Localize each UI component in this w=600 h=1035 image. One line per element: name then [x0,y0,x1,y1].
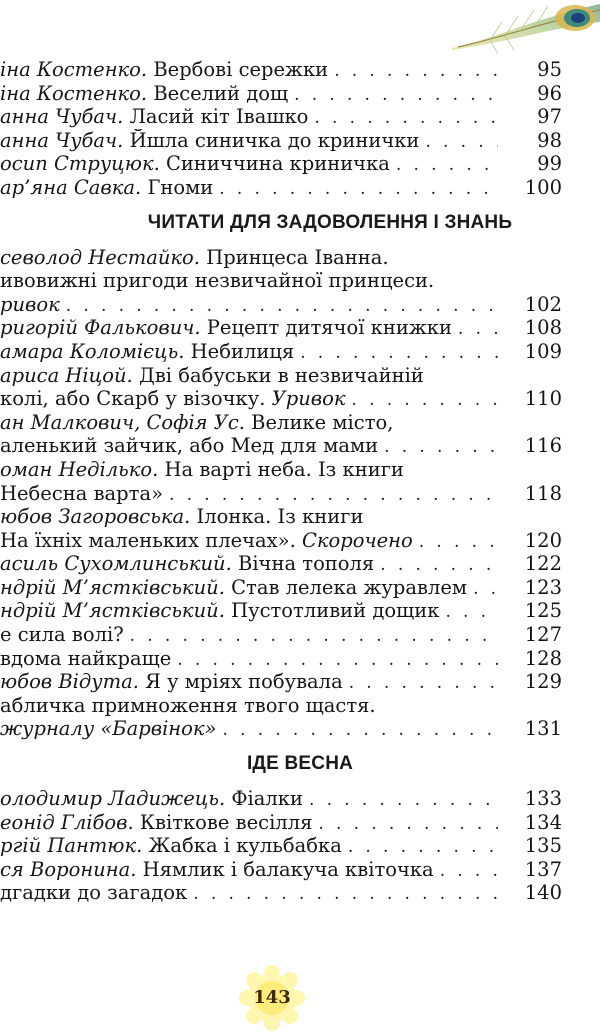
toc-entry-line[interactable] [0,82,600,106]
dot-leader [439,601,498,623]
toc-entry-line[interactable] [0,787,600,811]
page-ref: 134 [524,810,562,834]
dot-leader [328,60,498,82]
toc-entry-text [0,152,390,176]
entry-title: Дві бабуськи в незвичайній [132,363,424,387]
toc-entry-line[interactable] [0,58,600,82]
page-ref: 133 [524,787,562,811]
author-name: іна Костенко. [0,58,148,81]
entry-title: На варті неба. Із книги [158,457,404,481]
toc-entry-text [0,647,171,671]
dot-leader [294,342,498,364]
toc-entry-line[interactable] [0,340,600,364]
entry-title: ивовижні пригоди незвичайної принцеси. [0,269,435,293]
dot-leader [308,107,498,129]
toc-entry-text [0,717,216,741]
page-ref: 108 [524,316,562,340]
dot-leader [187,883,498,905]
author-name: ригорій Фалькович. [0,316,201,340]
toc-entry-text [0,787,303,811]
dot-leader [467,578,498,600]
author-name: юбов Загоровська. [0,505,191,529]
page-ref: 110 [524,387,562,411]
entry-note: журналу «Барвінок» [0,717,217,741]
dot-leader [434,860,498,882]
toc-entry-text [0,316,452,340]
toc-entry-line[interactable] [0,411,600,435]
toc-entry-line[interactable] [0,105,600,129]
toc-entry-text [0,529,413,553]
dot-leader [303,789,498,811]
entry-title: Пустотливий дощик [224,599,440,623]
toc-entry-line[interactable] [0,647,600,671]
entry-note: ривок [0,292,60,316]
toc-entry-text [0,176,213,200]
page-ref: 97 [537,105,562,129]
toc-entry-line[interactable] [0,458,600,482]
toc-entry-text [0,387,346,411]
entry-title: Велике місто, [244,410,394,434]
toc-entry-line[interactable] [0,129,600,153]
entry-title: Квіткове весілля [133,810,313,834]
dot-leader [413,531,498,553]
toc-entry-line[interactable] [0,482,600,506]
entry-title: Вербові сережки [147,58,329,81]
page-ref: 129 [524,670,562,694]
entry-title: На їхніх маленьких плечах». [0,528,296,552]
entry-title: Рецепт дитячої книжки [200,316,452,340]
toc-entry-text [0,58,328,82]
dot-leader [171,649,498,671]
entry-title: Жабка і кульбабка [142,834,342,858]
toc-entry-text [0,105,308,129]
toc-entry-text [0,694,376,718]
toc-entry-line[interactable] [0,529,600,553]
page-ref: 118 [524,481,562,505]
toc-entry-line[interactable] [0,387,600,411]
toc-entry-text [0,811,312,835]
dot-leader [346,389,499,411]
page-ref: 128 [524,646,562,670]
author-name: ндрій М’ястківський. [0,575,225,599]
dot-leader [374,554,498,576]
dot-leader [216,719,498,741]
entry-note: Уривок [265,387,346,411]
entry-title: Нямлик і балакуча квіточка [136,857,434,881]
page-ref: 99 [537,152,562,176]
page-ref: 116 [524,434,562,458]
dot-leader [343,672,498,694]
toc-entry-text [0,482,163,506]
toc-entry-line[interactable] [0,881,600,905]
toc-entry-line[interactable] [0,858,600,882]
toc-entry-text [0,670,343,694]
toc-entry-text [0,623,124,647]
entry-title: колі, або Скарб у візочку. [0,387,266,411]
peacock-feather-decoration [450,0,600,60]
toc-entry-line[interactable] [0,505,600,529]
page-ref: 96 [537,81,562,105]
toc-entry-line[interactable] [0,152,600,176]
entry-title: дгадки до загадок [0,881,188,905]
dot-leader [390,154,498,176]
entry-title: Небесна варта» [0,481,163,505]
dot-leader [124,625,498,647]
toc-entry-line[interactable] [0,552,600,576]
toc-entry-line[interactable] [0,269,600,293]
entry-title: Гноми [141,175,214,199]
toc-entry-text [0,364,424,388]
toc-entry-text [0,552,374,576]
author-name: анна Чубач. [0,105,124,129]
page-ref: 100 [524,175,562,199]
author-name: еонід Глібов. [0,810,134,834]
toc-entry-line[interactable] [0,623,600,647]
toc-entry-text [0,411,393,435]
entry-title: Ласий кіт Івашко [123,105,309,129]
page-ref: 127 [524,623,562,647]
toc-entry-text [0,858,434,882]
entry-title: Веселий дощ [147,81,289,105]
author-name: ан Малкович, Софія Ус. [0,410,245,434]
entry-title: аленький зайчик, або Мед для мами [0,434,379,458]
entry-title: вдома найкраще [0,646,172,670]
page-ref: 137 [524,857,562,881]
table-of-contents [0,58,600,905]
dot-leader [452,318,498,340]
page-ref: 140 [524,881,562,905]
author-name: севолод Нестайко. [0,245,200,269]
toc-entry-text [0,834,342,858]
entry-title: абличка примноження твого щастя. [0,693,376,717]
toc-entry-line[interactable] [0,717,600,741]
toc-entry-line[interactable] [0,599,600,623]
entry-note: Скорочено [295,528,413,552]
page-ref: 120 [524,528,562,552]
page-ref: 122 [524,552,562,576]
toc-entry-text [0,881,187,905]
section-heading: ІДЕ ВЕСНА [246,753,354,775]
toc-entry-line[interactable] [0,694,600,718]
toc-entry-text [0,576,467,600]
toc-entry-line[interactable] [0,246,600,270]
dot-leader [288,84,498,106]
toc-entry-line[interactable] [0,834,600,858]
toc-entry-line[interactable] [0,176,600,200]
page-ref: 95 [537,58,562,81]
toc-section [0,200,600,741]
entry-title: Небилиця [184,339,295,363]
author-name: оман Неділько. [0,457,159,481]
author-name: ндрій М’ястківський. [0,599,225,623]
author-name: ар’яна Савка. [0,175,142,199]
toc-entry-line[interactable] [0,576,600,600]
toc-entry-text [0,599,439,623]
dot-leader [378,436,498,458]
section-heading: ЧИТАТИ ДЛЯ ЗАДОВОЛЕННЯ І ЗНАНЬ [147,211,513,233]
dot-leader [342,836,498,858]
toc-entry-line[interactable] [0,364,600,388]
toc-entry-text [0,505,363,529]
toc-entry-text [0,129,419,153]
toc-entry-text [0,293,60,317]
entry-title: Фіалки [225,787,303,811]
toc-entry-line[interactable] [0,670,600,694]
toc-entry-line[interactable] [0,316,600,340]
toc-entry-line[interactable] [0,293,600,317]
page-number: 143 [253,987,291,1008]
page-ref: 98 [537,128,562,152]
entry-title: Я у мріях побувала [138,670,343,694]
entry-title: Синиччина криничка [159,152,390,176]
toc-entry-text [0,340,294,364]
author-name: ргій Пантюк. [0,834,143,858]
page-ref: 102 [524,292,562,316]
toc-entry-text [0,246,389,270]
page-ref: 135 [524,834,562,858]
toc-entry-text [0,458,404,482]
page-ref: 109 [524,339,562,363]
author-name: іна Костенко. [0,81,148,105]
dot-leader [312,813,498,835]
author-name: ся Воронина. [0,857,137,881]
toc-entry-text [0,269,434,293]
dot-leader [419,131,498,153]
dot-leader [60,295,498,317]
entry-title: Вічна тополя [231,552,375,576]
author-name: осип Струцюк. [0,152,160,176]
author-name: ариса Ніцой. [0,363,133,387]
author-name: юбов Відута. [0,670,139,694]
author-name: амара Коломієць. [0,339,185,363]
entry-title: Йшла синичка до кринички [123,128,420,152]
page-ref: 125 [524,599,562,623]
toc-entry-text [0,82,288,106]
author-name: асиль Сухомлинський. [0,552,232,576]
page-number-badge [232,965,312,1031]
toc-section [0,741,600,905]
author-name: анна Чубач. [0,128,124,152]
entry-title: Принцеса Іванна. [200,245,389,269]
entry-title: Ілонка. Із книги [190,505,364,529]
page-ref: 123 [524,575,562,599]
author-name: олодимир Ладижець. [0,787,226,811]
toc-entry-line[interactable] [0,434,600,458]
toc-entry-text [0,434,378,458]
entry-title: Став лелека журавлем [224,575,468,599]
dot-leader [213,178,498,200]
page-ref: 131 [524,717,562,741]
dot-leader [163,484,498,506]
toc-entry-line[interactable] [0,811,600,835]
toc-section [0,58,600,200]
entry-title: е сила волі? [0,623,124,647]
